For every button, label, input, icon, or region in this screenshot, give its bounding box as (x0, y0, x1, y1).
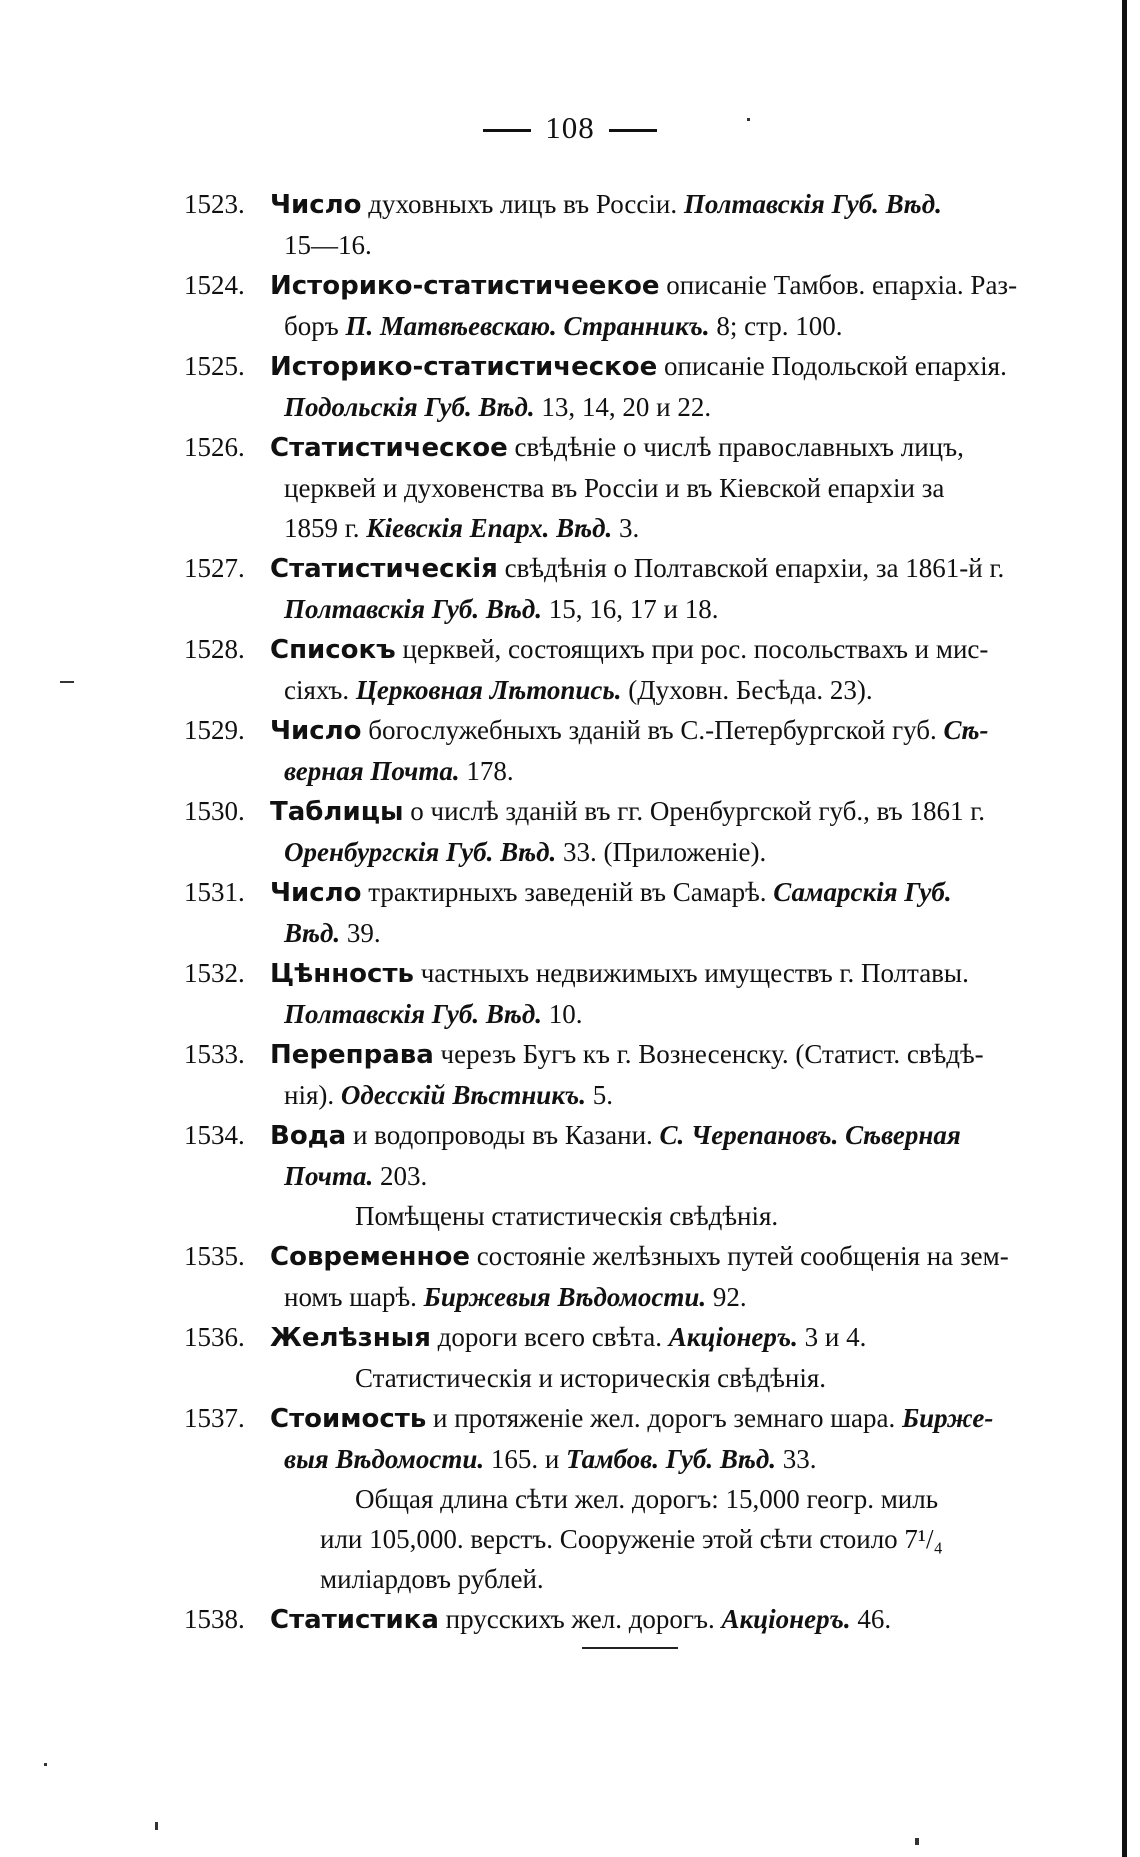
entry-1528: 1528. Списокъ церквей, состоящихъ при рос. посольствахъ и мис- сіяхъ. Церковная Лѣтопись. (Духовн. Бесѣда. 23). (0, 629, 1140, 710)
entry-1533: 1533. Переправа черезъ Бугъ къ г. Вознесенску. (Статист. свѣдѣ- нія). Одесскій Вѣстникъ. 5. (0, 1034, 1140, 1115)
page-number-text: 108 (545, 110, 595, 145)
entry-1534: 1534. Вода и водопроводы въ Казани. С. Черепановъ. Сѣверная Почта. 203. (0, 1115, 1140, 1196)
entry-source-cont: Почта. (284, 1161, 374, 1191)
entry-number: 1536. (184, 1322, 245, 1352)
entry-keyword: Списокъ (270, 635, 396, 665)
entry-number: 1534. (184, 1120, 245, 1150)
entry-keyword: Число (270, 878, 362, 908)
entry-keyword: Статистическое (270, 433, 508, 463)
entry-source: Биржевыя Вѣдомости. (423, 1282, 707, 1312)
entry-number: 1538. (184, 1604, 245, 1634)
entry-source: Одесскій Вѣстникъ. (340, 1080, 586, 1110)
page-number-dash-left (483, 129, 531, 132)
entry-1531: 1531. Число трактирныхъ заведеній въ Самарѣ. Самарскія Губ. Вѣд. 39. (0, 872, 1140, 953)
entry-number: 1532. (184, 958, 245, 988)
entry-number: 1525. (184, 351, 245, 381)
page-number (0, 110, 1140, 146)
entry-1527: 1527. Статистическія свѣдѣнія о Полтавской епархіи, за 1861-й г. Полтавскія Губ. Вѣд. 15, 16, 17 и 18. (0, 548, 1140, 629)
scan-speck (155, 1822, 158, 1830)
page-number-dash-right (609, 129, 657, 132)
entry-1523: 1523. Число духовныхъ лицъ въ Россіи. Полтавскія Губ. Вѣд. 15—16. (0, 184, 1140, 265)
entry-1532: 1532. Цѣнность частныхъ недвижимыхъ имуществъ г. Полтавы. Полтавскія Губ. Вѣд. 10. (0, 953, 1140, 1034)
scan-speck (60, 681, 74, 683)
entry-keyword: Таблицы (270, 797, 404, 827)
closing-rule (582, 1647, 678, 1649)
entry-1536: 1536. Желѣзныя дороги всего свѣта. Акціонеръ. 3 и 4. (0, 1317, 1140, 1358)
entry-keyword: Цѣнность (270, 959, 414, 989)
entry-source: Церковная Лѣтопись. (355, 675, 622, 705)
entry-source: Акціонеръ. (668, 1322, 798, 1352)
entry-keyword: Статистика (270, 1605, 439, 1635)
entry-source: Бирже- (902, 1403, 994, 1433)
entry-source: Полтавскія Губ. Вѣд. (284, 594, 542, 624)
entry-number: 1537. (184, 1403, 245, 1433)
entry-source: Оренбургскія Губ. Вѣд. (284, 837, 557, 867)
entry-number: 1529. (184, 715, 245, 745)
entry-source: Кіевскія Епарх. Вѣд. (366, 513, 613, 543)
entry-1538: 1538. Статистика прусскихъ жел. дорогъ. Акціонеръ. 46. (0, 1599, 1140, 1640)
entry-number: 1526. (184, 432, 245, 462)
entry-note: Статистическія и историческія свѣдѣнія. (355, 1363, 826, 1393)
entry-note: Помѣщены статистическія свѣдѣнія. (355, 1201, 779, 1231)
entry-number: 1528. (184, 634, 245, 664)
entry-keyword: Современное (270, 1242, 470, 1272)
entry-number: 1531. (184, 877, 245, 907)
entry-source: Подольскія Губ. Вѣд. (284, 392, 535, 422)
entry-source: Полтавскія Губ. Вѣд. (284, 999, 542, 1029)
scan-speck (915, 1838, 919, 1845)
entry-source: П. Матвѣевскаю. Странникъ. (345, 311, 710, 341)
entry-number: 1523. (184, 189, 245, 219)
entry-keyword: Переправа (270, 1040, 434, 1070)
entry-keyword: Историко-статистичеекое (270, 271, 660, 301)
entry-1525: 1525. Историко-статистическое описаніе Подольской епархія. Подольскія Губ. Вѣд. 13, 14, 20 и 22. (0, 346, 1140, 427)
entry-1524: 1524. Историко-статистичеекое описаніе Тамбов. епархіа. Раз- боръ П. Матвѣевскаю. Странникъ. 8; стр. 100. (0, 265, 1140, 346)
entry-keyword: Историко-статистическое (270, 352, 658, 382)
entry-1529: 1529. Число богослужебныхъ зданій въ С.-Петербургской губ. Сѣ- верная Почта. 178. (0, 710, 1140, 791)
entry-keyword: Стоимость (270, 1404, 427, 1434)
entry-source: Полтавскія Губ. Вѣд. (683, 189, 942, 219)
entry-source-cont: выя Вѣдомости. (284, 1444, 485, 1474)
entry-1537: 1537. Стоимость и протяженіе жел. дорогъ земнаго шара. Бирже- выя Вѣдомости. 165. и Тамбов. Губ. Вѣд. 33. (0, 1398, 1140, 1479)
entry-number: 1527. (184, 553, 245, 583)
entry-source-2: Тамбов. Губ. Вѣд. (566, 1444, 777, 1474)
scan-speck (747, 118, 750, 121)
entry-source-cont: Вѣд. (284, 918, 341, 948)
entry-number: 1535. (184, 1241, 245, 1271)
entry-1526: 1526. Статистическое свѣдѣніе о числѣ православныхъ лицъ, церквей и духовенства въ Россіи и въ Кіевской епархіи за 1859 г. Кіевскія Епарх. Вѣд. 3. (0, 427, 1140, 548)
bibliography-entries (0, 184, 1140, 1640)
entry-keyword: Число (270, 190, 362, 220)
entry-1535: 1535. Современное состояніе желѣзныхъ путей сообщенія на зем- номъ шарѣ. Биржевыя Вѣдомости. 92. (0, 1236, 1140, 1317)
entry-source: Сѣ- (943, 715, 989, 745)
entry-number: 1524. (184, 270, 245, 300)
entry-keyword: Число (270, 716, 362, 746)
entry-source-cont: верная Почта. (284, 756, 460, 786)
entry-1530: 1530. Таблицы о числѣ зданій въ гг. Оренбургской губ., въ 1861 г. Оренбургскія Губ. Вѣд. 33. (Приложеніе). (0, 791, 1140, 872)
entry-note: Общая длина сѣти жел. дорогъ: 15,000 геогр. миль или 105,000. верстъ. Сооруженіе этой сѣти стоило 7¹/₄ миліардовъ рублей. (320, 1484, 943, 1594)
entry-keyword: Статистическія (270, 554, 498, 584)
entry-source: С. Черепановъ. Сѣверная (659, 1120, 961, 1150)
entry-source: Акціонеръ. (721, 1604, 851, 1634)
entry-source: Самарскія Губ. (773, 877, 952, 907)
entry-keyword: Желѣзныя (270, 1323, 431, 1353)
entry-number: 1533. (184, 1039, 245, 1069)
entry-number: 1530. (184, 796, 245, 826)
entry-keyword: Вода (270, 1121, 347, 1151)
scan-speck (44, 1763, 47, 1766)
